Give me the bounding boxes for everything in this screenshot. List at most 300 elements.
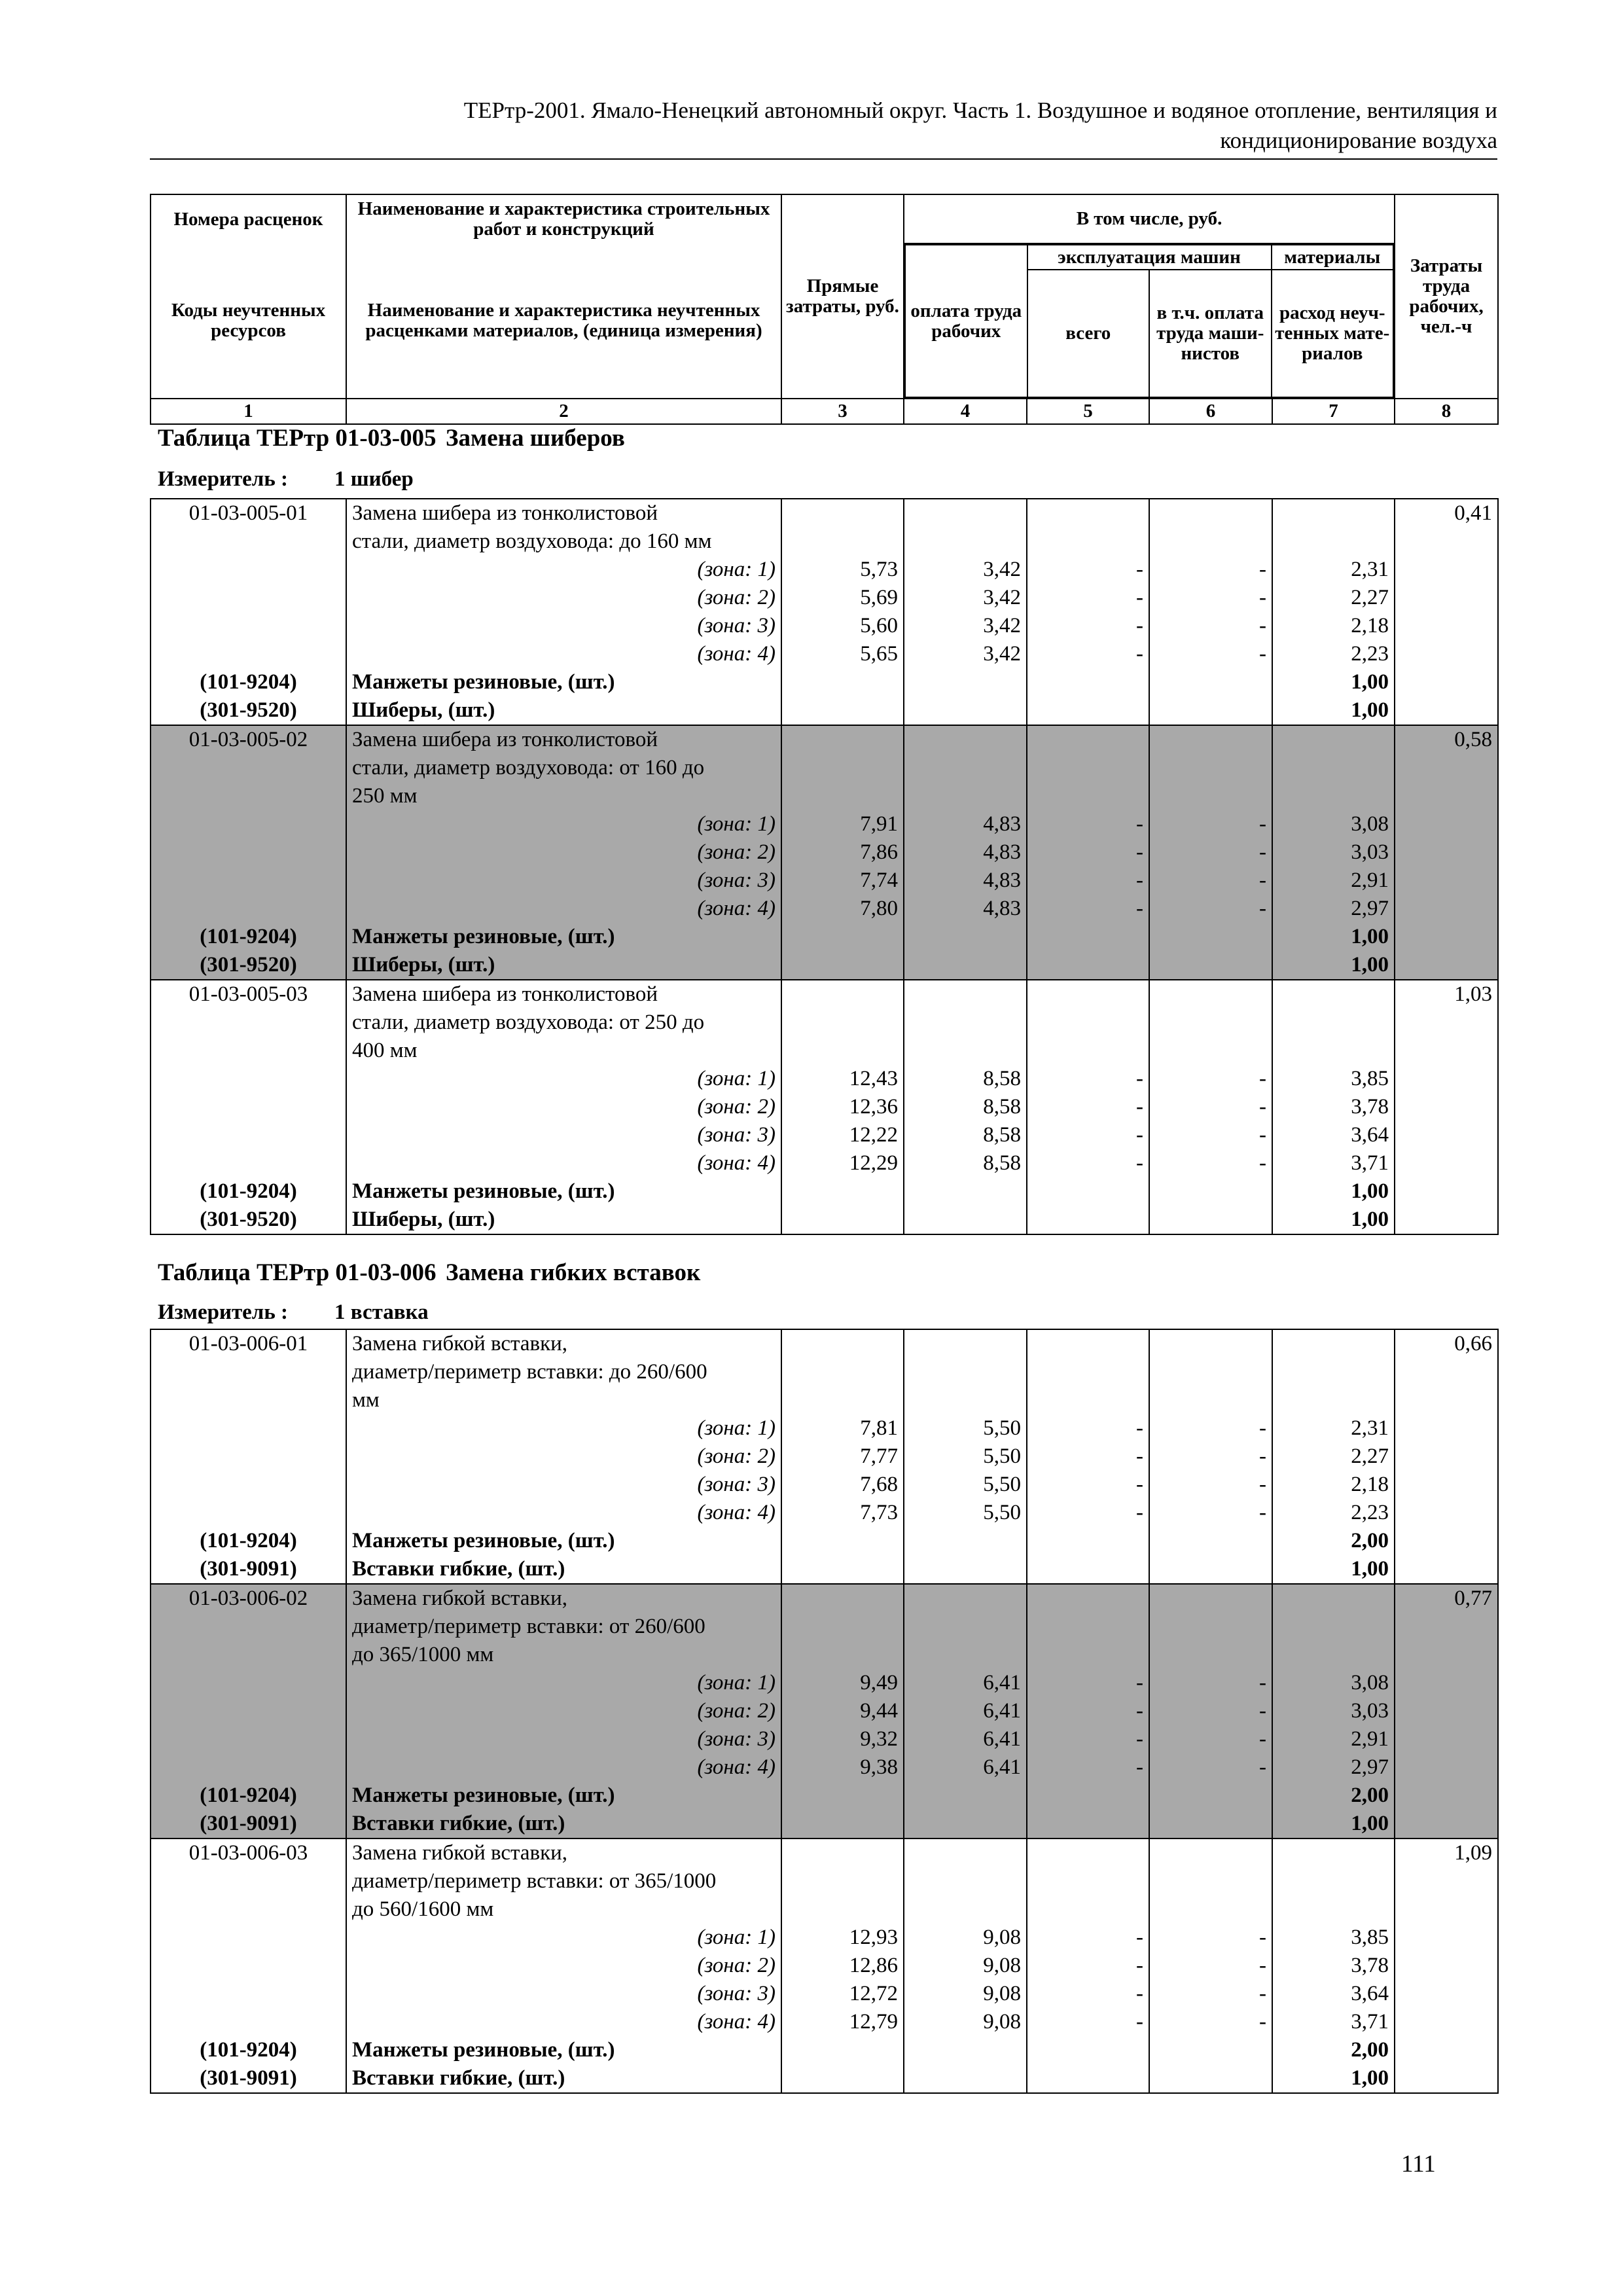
empty-cell: [904, 2036, 1027, 2064]
empty-cell: [1395, 810, 1498, 838]
zone-label: (зона: 3): [346, 612, 781, 640]
empty-cell: [1395, 1641, 1498, 1669]
column-number-row: [151, 399, 1498, 424]
empty-cell: [151, 1641, 346, 1669]
empty-cell: [1272, 725, 1395, 754]
resource-code: (101-9204): [151, 1177, 346, 1206]
col-header-materials: материалы: [1272, 245, 1394, 270]
empty-cell: [1027, 1329, 1149, 1358]
rate-name-line: Замена шибера из тонколистовой: [346, 725, 781, 754]
direct-cost: 12,79: [781, 2008, 904, 2036]
zone-label: (зона: 3): [346, 1121, 781, 1149]
empty-cell: [904, 1037, 1027, 1065]
empty-cell: [151, 867, 346, 895]
empty-cell: [1149, 754, 1272, 782]
empty-cell: [151, 1753, 346, 1782]
material-cost: 3,78: [1272, 1093, 1395, 1121]
empty-cell: [781, 923, 904, 951]
resource-row: [151, 696, 1498, 725]
machine-cost: -: [1027, 1952, 1149, 1980]
machine-cost: -: [1027, 1753, 1149, 1782]
material-cost: 2,18: [1272, 1471, 1395, 1499]
material-cost: 2,27: [1272, 1443, 1395, 1471]
zone-label: (зона: 3): [346, 1980, 781, 2008]
direct-cost: 12,22: [781, 1121, 904, 1149]
empty-cell: [151, 1613, 346, 1641]
empty-cell: [151, 2008, 346, 2036]
wage-cost: 9,08: [904, 2008, 1027, 2036]
material-cost: 3,71: [1272, 2008, 1395, 2036]
empty-cell: [151, 1065, 346, 1093]
wage-cost: 6,41: [904, 1669, 1027, 1697]
empty-cell: [1272, 1613, 1395, 1641]
empty-cell: [781, 1613, 904, 1641]
machine-cost: -: [1027, 1093, 1149, 1121]
zone-row: [151, 1414, 1498, 1443]
zone-row: [151, 895, 1498, 923]
empty-cell: [1149, 1358, 1272, 1386]
direct-cost: 9,38: [781, 1753, 904, 1782]
zone-label: (зона: 1): [346, 556, 781, 584]
measure-label: Измеритель :: [158, 467, 289, 491]
empty-cell: [151, 1867, 346, 1895]
zone-label: (зона: 1): [346, 810, 781, 838]
empty-cell: [781, 1329, 904, 1358]
resource-code: (301-9520): [151, 1206, 346, 1234]
empty-cell: [904, 1782, 1027, 1810]
resource-qty: 2,00: [1272, 1782, 1395, 1810]
direct-cost: 9,44: [781, 1697, 904, 1725]
empty-cell: [781, 754, 904, 782]
empty-cell: [151, 612, 346, 640]
zone-row: [151, 1924, 1498, 1952]
empty-cell: [151, 782, 346, 810]
resource-code: (301-9520): [151, 696, 346, 725]
empty-cell: [904, 782, 1027, 810]
resource-code: (301-9091): [151, 1555, 346, 1584]
empty-cell: [1395, 838, 1498, 867]
rate-name-line: стали, диаметр воздуховода: от 160 до: [346, 754, 781, 782]
empty-cell: [781, 1527, 904, 1555]
empty-cell: [904, 1641, 1027, 1669]
machinist-wage: -: [1149, 1725, 1272, 1753]
material-cost: 2,31: [1272, 1414, 1395, 1443]
machinist-wage: -: [1149, 895, 1272, 923]
empty-cell: [151, 1358, 346, 1386]
machine-cost: -: [1027, 895, 1149, 923]
empty-cell: [904, 1386, 1027, 1414]
empty-cell: [1027, 1177, 1149, 1206]
rates-table: [150, 498, 1499, 1235]
machine-cost: -: [1027, 1065, 1149, 1093]
empty-cell: [1395, 1697, 1498, 1725]
resource-row: [151, 1782, 1498, 1810]
resource-qty: 1,00: [1272, 951, 1395, 980]
empty-cell: [1395, 1177, 1498, 1206]
empty-cell: [151, 1980, 346, 2008]
empty-cell: [151, 584, 346, 612]
empty-cell: [1395, 1206, 1498, 1234]
resource-qty: 1,00: [1272, 923, 1395, 951]
zone-row: [151, 1669, 1498, 1697]
empty-cell: [1027, 1386, 1149, 1414]
empty-cell: [1149, 1527, 1272, 1555]
direct-cost: 7,73: [781, 1499, 904, 1527]
rate-code: 01-03-006-01: [151, 1329, 346, 1358]
empty-cell: [904, 754, 1027, 782]
empty-cell: [1395, 2064, 1498, 2093]
machine-cost: -: [1027, 867, 1149, 895]
empty-cell: [1149, 1037, 1272, 1065]
empty-cell: [1395, 1093, 1498, 1121]
labor-cost: 0,66: [1395, 1329, 1498, 1358]
zone-label: (зона: 1): [346, 1924, 781, 1952]
empty-cell: [1149, 2036, 1272, 2064]
machinist-wage: -: [1149, 584, 1272, 612]
zone-row: [151, 1443, 1498, 1471]
machinist-wage: -: [1149, 2008, 1272, 2036]
empty-cell: [1272, 1009, 1395, 1037]
machine-cost: -: [1027, 612, 1149, 640]
direct-cost: 7,68: [781, 1471, 904, 1499]
material-cost: 3,03: [1272, 1697, 1395, 1725]
zone-label: (зона: 1): [346, 1669, 781, 1697]
resource-name: Вставки гибкие, (шт.): [346, 1555, 781, 1584]
resource-name: Шиберы, (шт.): [346, 951, 781, 980]
empty-cell: [1027, 2064, 1149, 2093]
machine-cost: -: [1027, 1924, 1149, 1952]
empty-cell: [1395, 1782, 1498, 1810]
resource-row: [151, 2036, 1498, 2064]
material-cost: 3,08: [1272, 1669, 1395, 1697]
empty-cell: [904, 528, 1027, 556]
empty-cell: [904, 1555, 1027, 1584]
machine-cost: -: [1027, 1697, 1149, 1725]
resource-row: [151, 2064, 1498, 2093]
empty-cell: [904, 1613, 1027, 1641]
empty-cell: [1395, 1009, 1498, 1037]
empty-cell: [151, 1697, 346, 1725]
empty-cell: [904, 1867, 1027, 1895]
empty-cell: [1027, 2036, 1149, 2064]
col-header-labor-costs: Затраты труда рабочих, чел.-ч: [1395, 194, 1498, 399]
zone-label: (зона: 3): [346, 867, 781, 895]
resource-qty: 1,00: [1272, 696, 1395, 725]
empty-cell: [781, 1177, 904, 1206]
machine-cost: -: [1027, 640, 1149, 668]
wage-cost: 8,58: [904, 1149, 1027, 1177]
empty-cell: [1149, 1895, 1272, 1924]
rate-name-line: Замена шибера из тонколистовой: [346, 499, 781, 528]
empty-cell: [781, 1009, 904, 1037]
wage-cost: 6,41: [904, 1753, 1027, 1782]
empty-cell: [151, 895, 346, 923]
rate-name-row: [151, 1613, 1498, 1641]
empty-cell: [1149, 1641, 1272, 1669]
empty-cell: [1027, 1613, 1149, 1641]
wage-cost: 4,83: [904, 838, 1027, 867]
empty-cell: [1272, 528, 1395, 556]
wage-cost: 3,42: [904, 556, 1027, 584]
empty-cell: [1272, 1386, 1395, 1414]
resource-row: [151, 1527, 1498, 1555]
resource-code: (101-9204): [151, 2036, 346, 2064]
empty-cell: [1027, 1839, 1149, 1867]
zone-label: (зона: 4): [346, 640, 781, 668]
rate-name-row: [151, 528, 1498, 556]
material-cost: 3,71: [1272, 1149, 1395, 1177]
measure-label: Измеритель :: [158, 1300, 289, 1324]
resource-row: [151, 668, 1498, 696]
empty-cell: [1027, 696, 1149, 725]
column-header-table: [150, 194, 1499, 425]
empty-cell: [1395, 1527, 1498, 1555]
col-header-work-name: Наименование и характеристика строительных работ и конструкций: [346, 194, 781, 243]
zone-row: [151, 612, 1498, 640]
empty-cell: [904, 1206, 1027, 1234]
resource-qty: 1,00: [1272, 2064, 1395, 2093]
empty-cell: [1027, 499, 1149, 528]
machine-cost: -: [1027, 1980, 1149, 2008]
direct-cost: 5,73: [781, 556, 904, 584]
empty-cell: [1272, 1037, 1395, 1065]
wage-cost: 4,83: [904, 895, 1027, 923]
empty-cell: [781, 1037, 904, 1065]
empty-cell: [1027, 1527, 1149, 1555]
rate-name-line: Замена гибкой вставки,: [346, 1584, 781, 1613]
rate-name-row: [151, 1895, 1498, 1924]
measure-value: 1 шибер: [334, 467, 414, 491]
empty-cell: [1395, 1810, 1498, 1839]
empty-cell: [1149, 1584, 1272, 1613]
machinist-wage: -: [1149, 1471, 1272, 1499]
empty-cell: [904, 725, 1027, 754]
zone-row: [151, 1065, 1498, 1093]
machine-cost: -: [1027, 1669, 1149, 1697]
rate-name-row: [151, 1867, 1498, 1895]
empty-cell: [151, 1093, 346, 1121]
empty-cell: [1395, 1121, 1498, 1149]
zone-label: (зона: 1): [346, 1065, 781, 1093]
empty-cell: [151, 556, 346, 584]
empty-cell: [781, 1555, 904, 1584]
empty-cell: [1027, 1895, 1149, 1924]
labor-cost: 1,03: [1395, 980, 1498, 1009]
zone-label: (зона: 4): [346, 895, 781, 923]
machinist-wage: -: [1149, 1669, 1272, 1697]
material-cost: 3,64: [1272, 1121, 1395, 1149]
rate-name-line: Замена гибкой вставки,: [346, 1329, 781, 1358]
running-header-line-1: ТЕРтр-2001. Ямало-Ненецкий автономный округ. Часть 1. Воздушное и водяное отопление, вентиляция и: [463, 98, 1497, 123]
empty-cell: [1395, 1471, 1498, 1499]
col-number: 8: [1395, 399, 1498, 424]
rate-code: 01-03-005-02: [151, 725, 346, 754]
empty-cell: [1395, 1149, 1498, 1177]
empty-cell: [1395, 867, 1498, 895]
empty-cell: [1027, 1810, 1149, 1839]
rate-name-line: диаметр/периметр вставки: до 260/600: [346, 1358, 781, 1386]
empty-cell: [151, 810, 346, 838]
wage-cost: 3,42: [904, 612, 1027, 640]
col-number: 1: [151, 399, 346, 424]
empty-cell: [1395, 2008, 1498, 2036]
empty-cell: [1027, 980, 1149, 1009]
wage-cost: 6,41: [904, 1725, 1027, 1753]
empty-cell: [1272, 1867, 1395, 1895]
machinist-wage: -: [1149, 1065, 1272, 1093]
empty-cell: [1395, 1753, 1498, 1782]
zone-row: [151, 1093, 1498, 1121]
zone-label: (зона: 2): [346, 1952, 781, 1980]
rate-name-row: [151, 499, 1498, 528]
wage-cost: 5,50: [904, 1471, 1027, 1499]
empty-cell: [1027, 668, 1149, 696]
running-header-line-2: кондиционирование воздуха: [1220, 128, 1497, 153]
material-cost: 2,91: [1272, 867, 1395, 895]
zone-label: (зона: 3): [346, 1725, 781, 1753]
empty-cell: [1395, 1895, 1498, 1924]
direct-cost: 12,36: [781, 1093, 904, 1121]
resource-name: Шиберы, (шт.): [346, 696, 781, 725]
wage-cost: 4,83: [904, 867, 1027, 895]
empty-cell: [904, 923, 1027, 951]
empty-cell: [1272, 499, 1395, 528]
empty-cell: [1272, 1895, 1395, 1924]
col-header-machinist-wages: в т.ч. оплата труда маши-нистов: [1149, 270, 1272, 397]
machinist-wage: -: [1149, 1093, 1272, 1121]
rate-name-line: стали, диаметр воздуховода: от 250 до: [346, 1009, 781, 1037]
zone-row: [151, 1121, 1498, 1149]
empty-cell: [1395, 1414, 1498, 1443]
empty-cell: [904, 1527, 1027, 1555]
empty-cell: [1395, 2036, 1498, 2064]
resource-name: Шиберы, (шт.): [346, 1206, 781, 1234]
rate-name-line: стали, диаметр воздуховода: до 160 мм: [346, 528, 781, 556]
empty-cell: [904, 1358, 1027, 1386]
resource-row: [151, 1810, 1498, 1839]
rate-name-row: [151, 1584, 1498, 1613]
empty-cell: [1027, 1782, 1149, 1810]
rate-name-row: [151, 1386, 1498, 1414]
empty-cell: [151, 640, 346, 668]
empty-cell: [151, 1386, 346, 1414]
empty-cell: [1272, 980, 1395, 1009]
empty-cell: [1149, 1810, 1272, 1839]
rate-code: 01-03-005-03: [151, 980, 346, 1009]
rate-name-row: [151, 1009, 1498, 1037]
empty-cell: [781, 1810, 904, 1839]
measure-value: 1 вставка: [334, 1300, 429, 1324]
empty-cell: [781, 1782, 904, 1810]
machinist-wage: -: [1149, 640, 1272, 668]
empty-cell: [904, 951, 1027, 980]
zone-row: [151, 1952, 1498, 1980]
machine-cost: -: [1027, 1725, 1149, 1753]
rate-code: 01-03-006-03: [151, 1839, 346, 1867]
col-header-direct-costs: Прямые затраты, руб.: [781, 194, 904, 399]
direct-cost: 9,49: [781, 1669, 904, 1697]
machine-cost: -: [1027, 584, 1149, 612]
rate-name-row: [151, 1037, 1498, 1065]
wage-cost: 8,58: [904, 1121, 1027, 1149]
empty-cell: [1272, 1641, 1395, 1669]
empty-cell: [1027, 1358, 1149, 1386]
empty-cell: [1149, 1613, 1272, 1641]
rate-name-row: [151, 725, 1498, 754]
empty-cell: [904, 696, 1027, 725]
wage-cost: 6,41: [904, 1697, 1027, 1725]
empty-cell: [151, 1952, 346, 1980]
empty-cell: [1149, 980, 1272, 1009]
empty-cell: [1395, 1613, 1498, 1641]
rate-name-row: [151, 1329, 1498, 1358]
running-header: [150, 96, 1497, 156]
resource-row: [151, 923, 1498, 951]
material-cost: 2,91: [1272, 1725, 1395, 1753]
empty-cell: [904, 2064, 1027, 2093]
empty-cell: [781, 1358, 904, 1386]
resource-row: [151, 1555, 1498, 1584]
labor-cost: 0,77: [1395, 1584, 1498, 1613]
machine-cost: -: [1027, 1443, 1149, 1471]
zone-label: (зона: 4): [346, 1499, 781, 1527]
direct-cost: 5,69: [781, 584, 904, 612]
empty-cell: [1395, 1669, 1498, 1697]
resource-code: (101-9204): [151, 668, 346, 696]
empty-cell: [781, 951, 904, 980]
material-cost: 3,78: [1272, 1952, 1395, 1980]
resource-qty: 1,00: [1272, 1810, 1395, 1839]
zone-label: (зона: 4): [346, 1753, 781, 1782]
rate-code: 01-03-005-01: [151, 499, 346, 528]
resource-qty: 1,00: [1272, 668, 1395, 696]
material-cost: 2,18: [1272, 612, 1395, 640]
resource-code: (301-9520): [151, 951, 346, 980]
col-header-machines-total: всего: [1027, 270, 1150, 397]
empty-cell: [151, 1009, 346, 1037]
empty-cell: [781, 1839, 904, 1867]
empty-cell: [1395, 612, 1498, 640]
rate-name-line: 250 мм: [346, 782, 781, 810]
empty-cell: [1027, 754, 1149, 782]
zone-row: [151, 838, 1498, 867]
col-header-subgrid: [904, 244, 1394, 398]
rate-name-line: 400 мм: [346, 1037, 781, 1065]
direct-cost: 7,91: [781, 810, 904, 838]
labor-cost: 0,58: [1395, 725, 1498, 754]
material-cost: 2,97: [1272, 1753, 1395, 1782]
empty-cell: [151, 1725, 346, 1753]
empty-cell: [904, 1009, 1027, 1037]
empty-cell: [1272, 782, 1395, 810]
machinist-wage: -: [1149, 1924, 1272, 1952]
rate-name-row: [151, 1839, 1498, 1867]
resource-qty: 1,00: [1272, 1206, 1395, 1234]
machinist-wage: -: [1149, 556, 1272, 584]
empty-cell: [1149, 1329, 1272, 1358]
empty-cell: [1027, 1641, 1149, 1669]
section-title-name: Замена шиберов: [446, 425, 625, 452]
resource-code: (301-9091): [151, 2064, 346, 2093]
rate-name-line: до 560/1600 мм: [346, 1895, 781, 1924]
empty-cell: [781, 1386, 904, 1414]
empty-cell: [1149, 1782, 1272, 1810]
machinist-wage: -: [1149, 1952, 1272, 1980]
rate-name-line: до 365/1000 мм: [346, 1641, 781, 1669]
machinist-wage: -: [1149, 1697, 1272, 1725]
empty-cell: [1395, 1037, 1498, 1065]
resource-row: [151, 1177, 1498, 1206]
